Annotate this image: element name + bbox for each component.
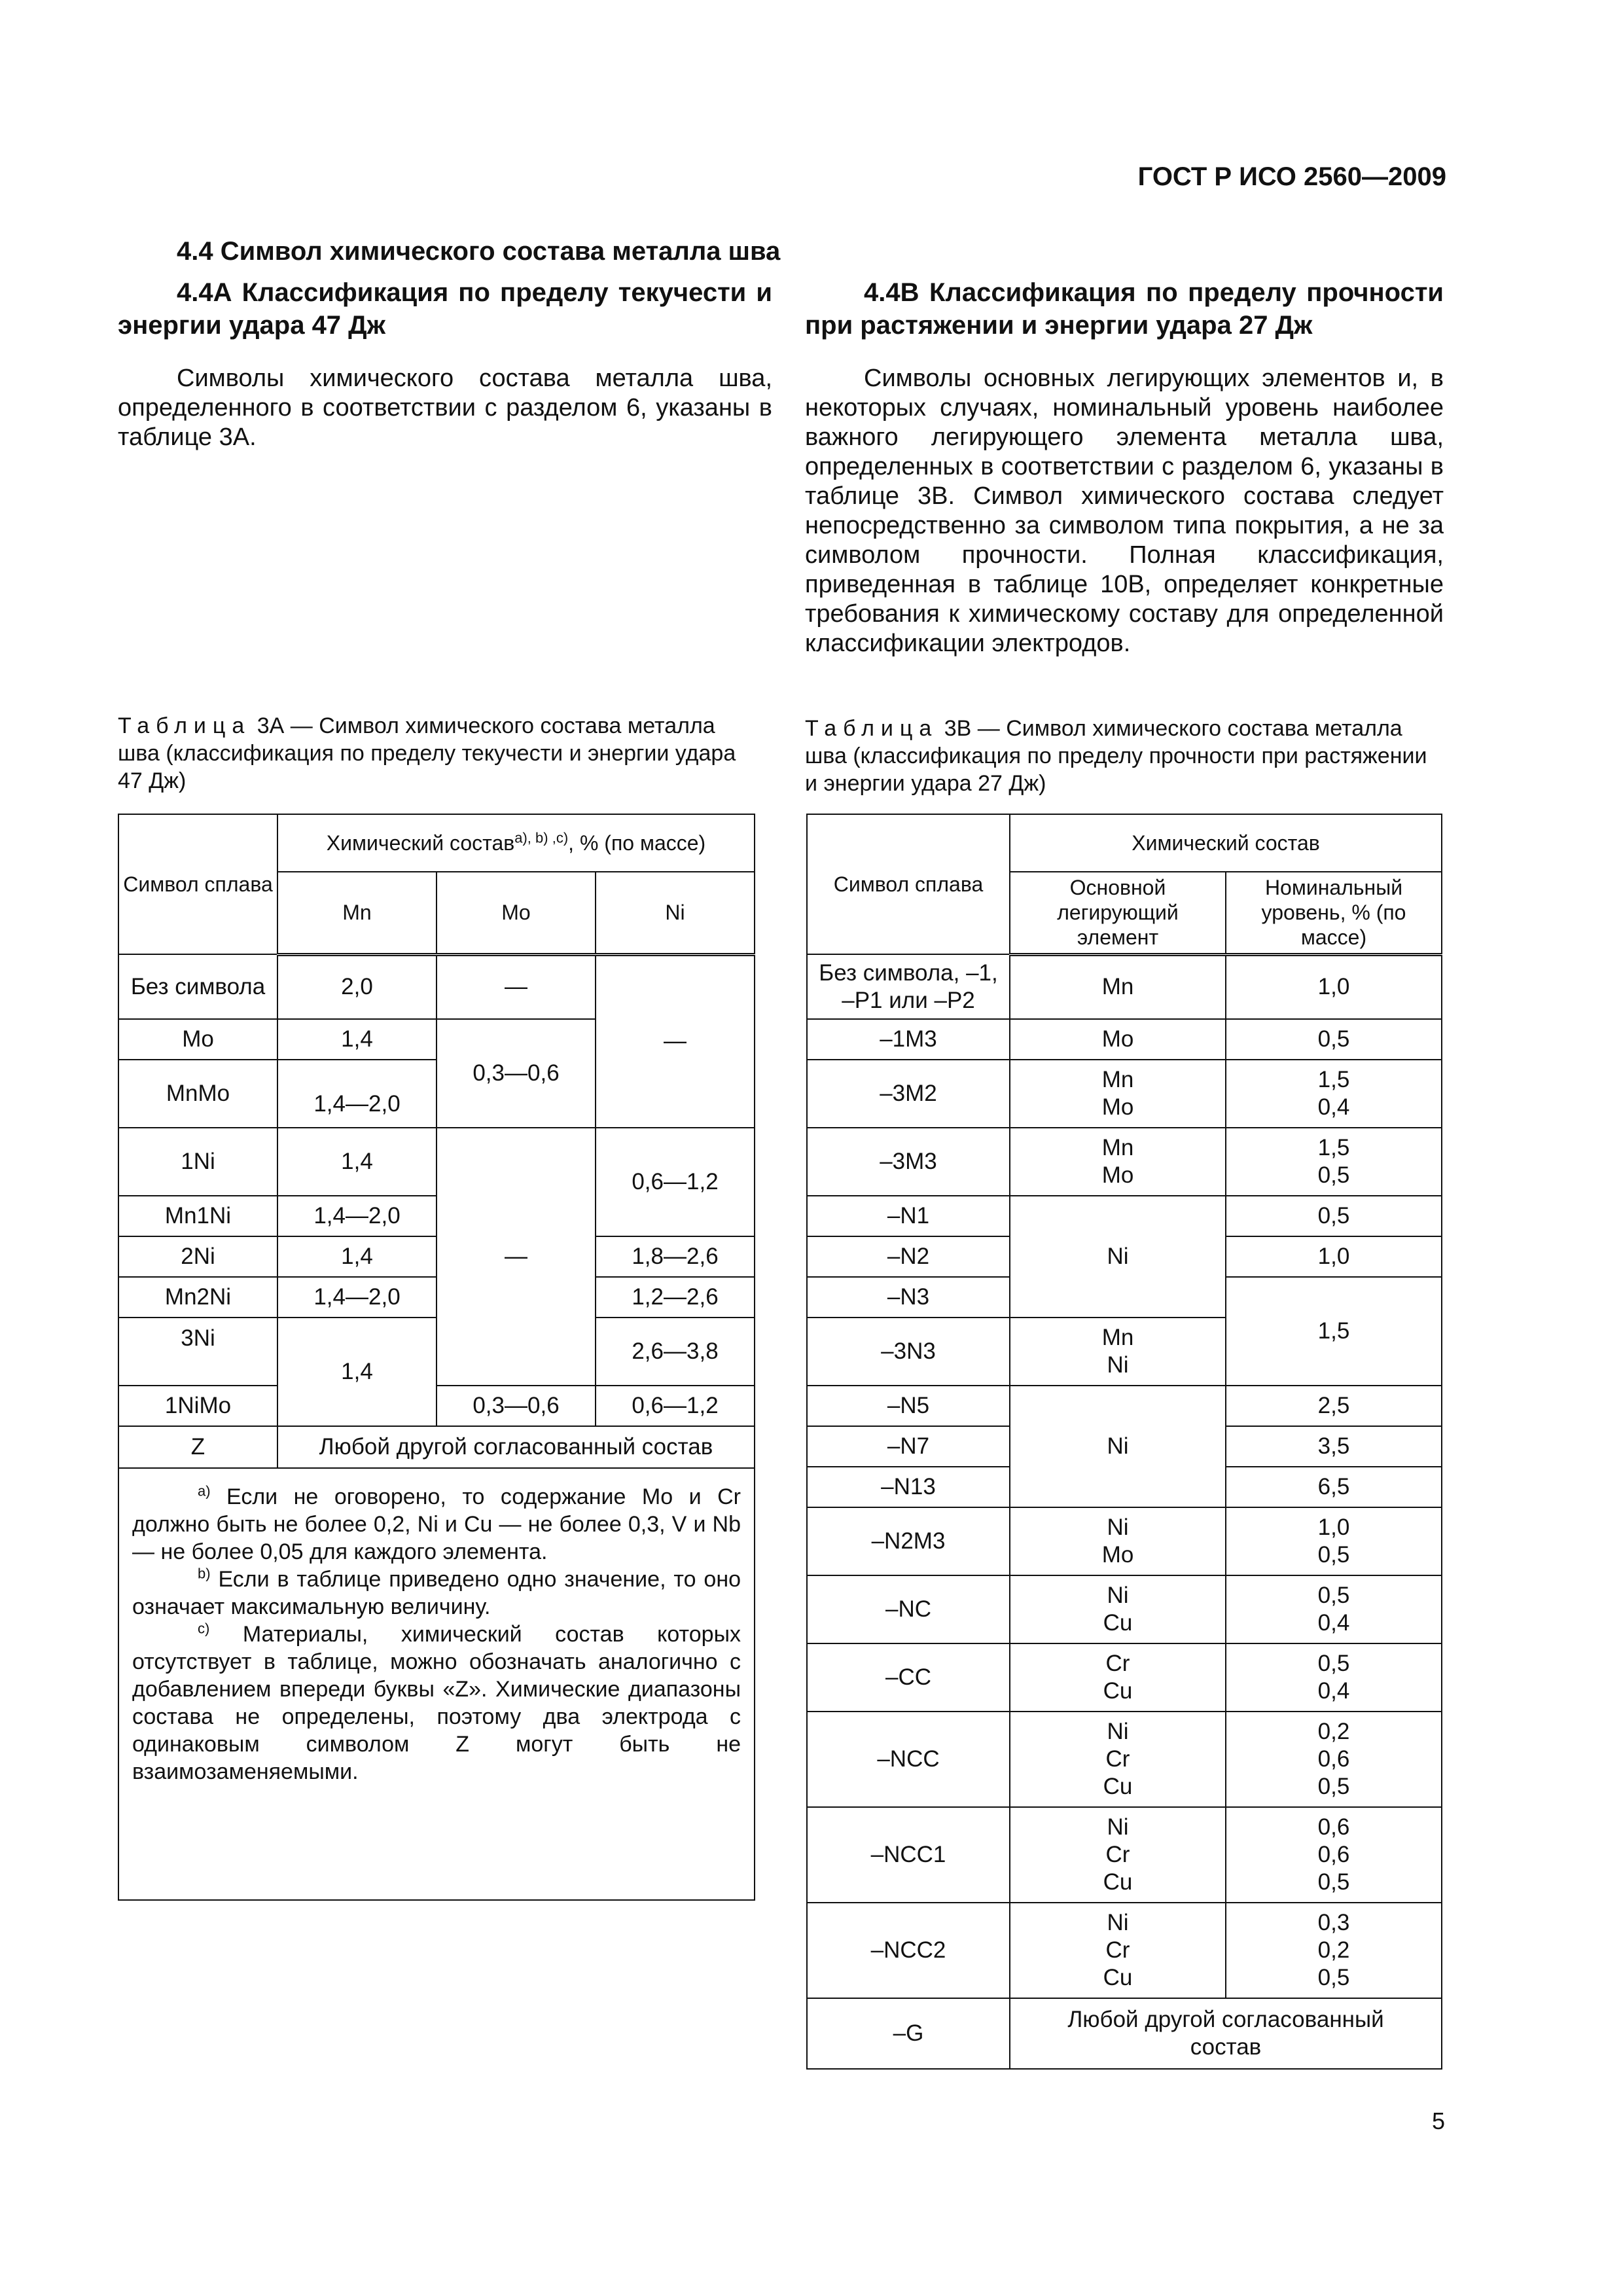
right-heading: 4.4В Классификация по пределу прочности при растяжении и энергии удара 27 Дж: [805, 278, 1444, 340]
section-title: 4.4 Символ химического состава металла шва: [177, 237, 781, 266]
cell-symbol: Mn2Ni: [118, 1277, 277, 1318]
table-3b-caption: [805, 715, 1440, 797]
cell-value: 0,6 0,6 0,5: [1226, 1807, 1442, 1903]
cell-symbol: 1Ni: [118, 1128, 277, 1196]
cell-value: 2,5: [1226, 1386, 1442, 1426]
header-footnote-refs: a), b) ,c): [514, 829, 569, 846]
table-row: [807, 1903, 1442, 1998]
cell-value: 1,0 0,5: [1226, 1507, 1442, 1575]
cell-symbol: –N1: [807, 1196, 1010, 1236]
cell-element: Mn Mo: [1010, 1060, 1226, 1128]
table-3a-footnotes: [118, 1468, 755, 1900]
cell-value: 0,5: [1226, 1019, 1442, 1060]
cell-element: Ni Cu: [1010, 1575, 1226, 1643]
cell-mo: 0,3—0,6: [437, 1386, 596, 1426]
cell-mn: 1,4—2,0: [277, 1060, 437, 1128]
cell-symbol: Mn1Ni: [118, 1196, 277, 1236]
table-row: [807, 1575, 1442, 1643]
header-unit: , % (по массе): [568, 831, 706, 855]
cell-element: Mn: [1010, 954, 1226, 1019]
left-paragraph: Символы химического состава металла шва, определенного в соответствии с разделом 6, указаны в таблице 3А.: [118, 365, 772, 451]
header-symbol: Символ сплава: [807, 814, 1010, 954]
table-row: [807, 1128, 1442, 1196]
cell-mn: 1,4: [277, 1019, 437, 1060]
cell-symbol: –N5: [807, 1386, 1010, 1426]
header-main-element: Основной легирующий элемент: [1010, 872, 1226, 954]
header-composition: Химический состав: [1010, 814, 1442, 872]
header-composition: [277, 814, 755, 872]
table-row: [807, 1386, 1442, 1426]
cell-value: 0,3 0,2 0,5: [1226, 1903, 1442, 1998]
table-3a: [118, 814, 755, 1901]
cell-mn: 1,4—2,0: [277, 1196, 437, 1236]
caption-text: 3А — Символ химического состава металла шва (классификация по пределу текучести и энергии удара 47 Дж): [118, 713, 736, 793]
header-mo: Mo: [437, 872, 596, 954]
cell-symbol: Без символа, –1, –P1 или –P2: [807, 954, 1010, 1019]
footnote-a: $^{a)}$ Если не оговорено, то содержание Mo и Cr должно быть не более 0,2, Ni и Cu — не более 0,3, V и Nb — не более 0,05 для каждого элемента.: [132, 1482, 741, 1564]
cell-element: Mn Mo: [1010, 1128, 1226, 1196]
table-3b: [806, 814, 1442, 2070]
cell-mn: 1,4: [277, 1318, 437, 1426]
cell-symbol: Mo: [118, 1019, 277, 1060]
cell-element: Ni: [1010, 1196, 1226, 1318]
table-row: [118, 1386, 755, 1426]
page-number: 5: [1431, 2108, 1445, 2134]
cell-value: 1,5: [1226, 1277, 1442, 1386]
cell-symbol: –3M3: [807, 1128, 1010, 1196]
table-row: [807, 954, 1442, 1019]
cell-symbol: –N2: [807, 1236, 1010, 1277]
cell-value: 1,0: [1226, 954, 1442, 1019]
cell-symbol: –N7: [807, 1426, 1010, 1467]
caption-word: Таблица: [118, 713, 251, 738]
cell-value: 1,0: [1226, 1236, 1442, 1277]
cell-value: 3,5: [1226, 1426, 1442, 1467]
cell-mo: —: [437, 954, 596, 1019]
cell-symbol: –3N3: [807, 1318, 1010, 1386]
cell-symbol: 1NiMo: [118, 1386, 277, 1426]
cell-symbol: –N13: [807, 1467, 1010, 1507]
cell-mn: 1,4: [277, 1128, 437, 1196]
cell-symbol: 3Ni: [118, 1318, 277, 1386]
left-heading: 4.4А Классификация по пределу текучести и энергии удара 47 Дж: [118, 278, 772, 340]
cell-value: 1,5 0,5: [1226, 1128, 1442, 1196]
cell-element: Ni Cr Cu: [1010, 1712, 1226, 1807]
cell-symbol: –NCC2: [807, 1903, 1010, 1998]
cell-value: 0,5 0,4: [1226, 1575, 1442, 1643]
caption-text: 3В — Символ химического состава металла шва (классификация по пределу прочности при растяжении и энергии удара 27 Дж): [805, 716, 1427, 796]
cell-symbol: 2Ni: [118, 1236, 277, 1277]
header-composition-label: Химический состав: [326, 831, 515, 855]
table-row: [807, 1807, 1442, 1903]
footnote-b: $^{b)}$ Если в таблице приведено одно значение, то оно означает максимальную величину.: [132, 1565, 741, 1619]
cell-mn: 1,4: [277, 1236, 437, 1277]
cell-any-composition: Любой другой согласованный состав: [277, 1426, 755, 1468]
cell-mn: 2,0: [277, 954, 437, 1019]
header-ni: Ni: [596, 872, 755, 954]
table-row: [118, 954, 755, 1019]
cell-element: Mn Ni: [1010, 1318, 1226, 1386]
cell-element: Ni Mo: [1010, 1507, 1226, 1575]
cell-element: Mo: [1010, 1019, 1226, 1060]
cell-symbol: –1M3: [807, 1019, 1010, 1060]
cell-ni: —: [596, 954, 755, 1128]
header-mn: Mn: [277, 872, 437, 954]
document-id: ГОСТ Р ИСО 2560—2009: [1137, 162, 1446, 191]
table-row: [807, 1643, 1442, 1712]
cell-mn: 1,4—2,0: [277, 1277, 437, 1318]
cell-mo: —: [437, 1128, 596, 1386]
table-3a-caption: [118, 712, 746, 795]
cell-symbol: –CC: [807, 1643, 1010, 1712]
cell-value: 0,5 0,4: [1226, 1643, 1442, 1712]
cell-ni: 1,2—2,6: [596, 1277, 755, 1318]
cell-symbol: –G: [807, 1998, 1010, 2069]
cell-ni: 1,8—2,6: [596, 1236, 755, 1277]
cell-symbol: –N3: [807, 1277, 1010, 1318]
cell-element: Ni Cr Cu: [1010, 1903, 1226, 1998]
cell-value: 0,2 0,6 0,5: [1226, 1712, 1442, 1807]
cell-value: 6,5: [1226, 1467, 1442, 1507]
cell-symbol: MnMo: [118, 1060, 277, 1128]
right-paragraph: Символы основных легирующих элементов и, в некоторых случаях, номинальный уровень наиболее важного легирующего элемента металла шва, определенных в соответствии с разделом 6, указаны в таблице 3В. Символ химического состава следует непосредственно за символом типа покрытия, а не за символом прочности. Полная классификация, приведенная в таблице 10В, определяет конкретные требования к химическому составу для определенной классификации электродов.: [805, 365, 1444, 657]
cell-element: Ni Cr Cu: [1010, 1807, 1226, 1903]
cell-value: 0,5: [1226, 1196, 1442, 1236]
cell-mo: 0,3—0,6: [437, 1019, 596, 1128]
cell-symbol: –NCC1: [807, 1807, 1010, 1903]
cell-ni: 0,6—1,2: [596, 1386, 755, 1426]
cell-any-composition: Любой другой согласованный состав: [1010, 1998, 1442, 2069]
cell-element: Ni: [1010, 1386, 1226, 1507]
table-row: [807, 1196, 1442, 1236]
cell-ni: 2,6—3,8: [596, 1318, 755, 1386]
table-row: [807, 1712, 1442, 1807]
table-row: [807, 1060, 1442, 1128]
table-row: [118, 1128, 755, 1196]
table-row: [807, 1019, 1442, 1060]
cell-symbol: –NCC: [807, 1712, 1010, 1807]
cell-value: 1,5 0,4: [1226, 1060, 1442, 1128]
table-row: [807, 1998, 1442, 2069]
caption-word: Таблица: [805, 716, 938, 741]
footnote-c: $^{c)}$ Материалы, химический состав которых отсутствует в таблице, можно обозначать аналогично с добавлением впереди буквы «Z». Химические диапазоны состава не определены, поэтому два электрода с одинаковым символом Z могут быть не взаимозаменяемыми.: [132, 1620, 741, 1784]
cell-symbol: Z: [118, 1426, 277, 1468]
header-symbol: Символ сплава: [118, 814, 277, 954]
cell-element: Cr Cu: [1010, 1643, 1226, 1712]
cell-symbol: –NC: [807, 1575, 1010, 1643]
table-row: [807, 1507, 1442, 1575]
cell-symbol: Без символа: [118, 954, 277, 1019]
header-nominal-level: Номинальный уровень, % (по массе): [1226, 872, 1442, 954]
cell-symbol: –N2M3: [807, 1507, 1010, 1575]
table-row: [118, 1426, 755, 1468]
cell-ni: 0,6—1,2: [596, 1128, 755, 1236]
cell-symbol: –3M2: [807, 1060, 1010, 1128]
